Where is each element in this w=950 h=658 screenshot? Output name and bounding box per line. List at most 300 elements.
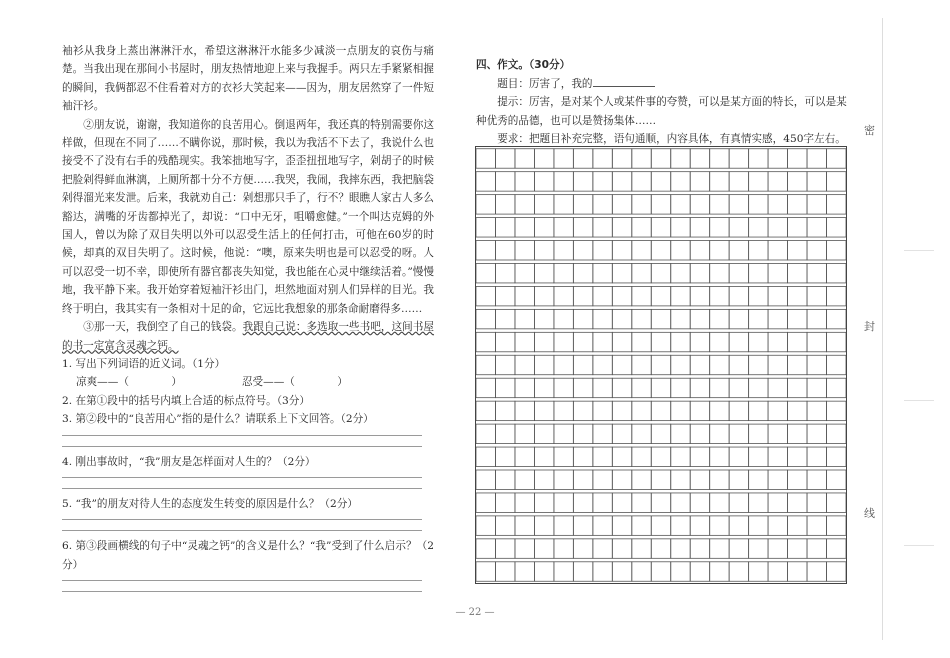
grid-cell[interactable] (515, 149, 534, 168)
grid-cell[interactable] (632, 355, 651, 374)
grid-cell[interactable] (807, 309, 826, 328)
grid-cell[interactable] (515, 309, 534, 328)
grid-cell[interactable] (710, 332, 729, 351)
grid-cell[interactable] (827, 241, 846, 260)
grid-cell[interactable] (515, 562, 534, 581)
grid-cell[interactable] (749, 447, 768, 466)
grid-cell[interactable] (788, 424, 807, 443)
grid-cell[interactable] (729, 493, 748, 512)
grid-cell[interactable] (515, 172, 534, 191)
grid-cell[interactable] (671, 562, 690, 581)
grid-cell[interactable] (632, 539, 651, 558)
grid-cell[interactable] (690, 516, 709, 535)
grid-cell[interactable] (729, 195, 748, 214)
grid-cell[interactable] (807, 378, 826, 397)
grid-cell[interactable] (690, 401, 709, 420)
grid-cell[interactable] (632, 378, 651, 397)
grid-cell[interactable] (612, 172, 631, 191)
grid-cell[interactable] (476, 241, 495, 260)
grid-cell[interactable] (749, 286, 768, 305)
grid-cell[interactable] (573, 263, 592, 282)
grid-cell[interactable] (768, 470, 787, 489)
grid-cell[interactable] (768, 378, 787, 397)
grid-cell[interactable] (515, 286, 534, 305)
grid-cell[interactable] (827, 424, 846, 443)
grid-cell[interactable] (632, 493, 651, 512)
grid-cell[interactable] (476, 195, 495, 214)
grid-cell[interactable] (729, 516, 748, 535)
grid-cell[interactable] (729, 149, 748, 168)
grid-cell[interactable] (788, 309, 807, 328)
grid-cell[interactable] (710, 493, 729, 512)
grid-cell[interactable] (495, 355, 514, 374)
grid-cell[interactable] (671, 355, 690, 374)
grid-cell[interactable] (690, 424, 709, 443)
grid-cell[interactable] (807, 149, 826, 168)
grid-cell[interactable] (495, 493, 514, 512)
grid-cell[interactable] (749, 493, 768, 512)
grid-cell[interactable] (671, 378, 690, 397)
grid-cell[interactable] (632, 195, 651, 214)
grid-cell[interactable] (612, 309, 631, 328)
grid-cell[interactable] (690, 241, 709, 260)
grid-cell[interactable] (515, 516, 534, 535)
grid-cell[interactable] (515, 195, 534, 214)
grid-cell[interactable] (632, 332, 651, 351)
grid-cell[interactable] (788, 149, 807, 168)
grid-cell[interactable] (534, 424, 553, 443)
grid-cell[interactable] (671, 516, 690, 535)
grid-cell[interactable] (827, 172, 846, 191)
grid-cell[interactable] (554, 195, 573, 214)
grid-cell[interactable] (671, 263, 690, 282)
grid-cell[interactable] (749, 424, 768, 443)
grid-cell[interactable] (593, 332, 612, 351)
grid-cell[interactable] (612, 218, 631, 237)
grid-cell[interactable] (807, 355, 826, 374)
grid-cell[interactable] (768, 539, 787, 558)
grid-cell[interactable] (749, 401, 768, 420)
grid-cell[interactable] (515, 378, 534, 397)
grid-cell[interactable] (768, 218, 787, 237)
grid-cell[interactable] (534, 286, 553, 305)
grid-cell[interactable] (593, 355, 612, 374)
answer-line[interactable] (62, 446, 422, 447)
grid-cell[interactable] (768, 241, 787, 260)
grid-cell[interactable] (534, 355, 553, 374)
grid-cell[interactable] (495, 332, 514, 351)
grid-cell[interactable] (534, 401, 553, 420)
grid-cell[interactable] (690, 470, 709, 489)
grid-cell[interactable] (476, 149, 495, 168)
grid-cell[interactable] (729, 172, 748, 191)
grid-cell[interactable] (612, 401, 631, 420)
grid-cell[interactable] (671, 309, 690, 328)
grid-cell[interactable] (690, 309, 709, 328)
grid-cell[interactable] (807, 195, 826, 214)
grid-cell[interactable] (534, 470, 553, 489)
grid-cell[interactable] (593, 401, 612, 420)
grid-cell[interactable] (807, 516, 826, 535)
grid-cell[interactable] (690, 149, 709, 168)
grid-cell[interactable] (495, 149, 514, 168)
grid-cell[interactable] (593, 263, 612, 282)
grid-cell[interactable] (749, 263, 768, 282)
grid-cell[interactable] (768, 401, 787, 420)
grid-cell[interactable] (593, 309, 612, 328)
grid-cell[interactable] (495, 309, 514, 328)
grid-cell[interactable] (729, 424, 748, 443)
grid-cell[interactable] (632, 241, 651, 260)
grid-cell[interactable] (749, 241, 768, 260)
grid-cell[interactable] (651, 218, 670, 237)
grid-cell[interactable] (788, 332, 807, 351)
grid-cell[interactable] (554, 149, 573, 168)
grid-cell[interactable] (495, 195, 514, 214)
grid-cell[interactable] (593, 562, 612, 581)
grid-cell[interactable] (729, 562, 748, 581)
grid-cell[interactable] (671, 241, 690, 260)
grid-cell[interactable] (554, 562, 573, 581)
grid-cell[interactable] (573, 539, 592, 558)
grid-cell[interactable] (651, 562, 670, 581)
grid-cell[interactable] (671, 493, 690, 512)
answer-line[interactable] (62, 488, 422, 489)
grid-cell[interactable] (476, 309, 495, 328)
grid-cell[interactable] (534, 539, 553, 558)
grid-cell[interactable] (788, 539, 807, 558)
grid-cell[interactable] (807, 424, 826, 443)
grid-cell[interactable] (729, 539, 748, 558)
grid-cell[interactable] (495, 516, 514, 535)
grid-cell[interactable] (729, 378, 748, 397)
grid-cell[interactable] (807, 470, 826, 489)
grid-cell[interactable] (554, 516, 573, 535)
grid-cell[interactable] (710, 195, 729, 214)
grid-cell[interactable] (651, 195, 670, 214)
grid-cell[interactable] (749, 378, 768, 397)
grid-cell[interactable] (573, 286, 592, 305)
grid-cell[interactable] (710, 241, 729, 260)
grid-cell[interactable] (534, 332, 553, 351)
grid-cell[interactable] (515, 470, 534, 489)
grid-cell[interactable] (651, 309, 670, 328)
grid-cell[interactable] (476, 378, 495, 397)
grid-cell[interactable] (651, 401, 670, 420)
grid-cell[interactable] (671, 218, 690, 237)
grid-cell[interactable] (495, 562, 514, 581)
grid-cell[interactable] (593, 424, 612, 443)
title-blank[interactable] (593, 76, 655, 87)
answer-line[interactable] (62, 519, 422, 520)
grid-cell[interactable] (749, 195, 768, 214)
grid-cell[interactable] (534, 493, 553, 512)
grid-cell[interactable] (593, 149, 612, 168)
grid-cell[interactable] (476, 516, 495, 535)
grid-cell[interactable] (710, 149, 729, 168)
grid-cell[interactable] (573, 149, 592, 168)
grid-cell[interactable] (827, 332, 846, 351)
grid-cell[interactable] (495, 172, 514, 191)
grid-cell[interactable] (476, 493, 495, 512)
grid-cell[interactable] (729, 355, 748, 374)
grid-cell[interactable] (515, 355, 534, 374)
grid-cell[interactable] (476, 539, 495, 558)
grid-cell[interactable] (515, 401, 534, 420)
grid-cell[interactable] (788, 401, 807, 420)
grid-cell[interactable] (593, 172, 612, 191)
grid-cell[interactable] (632, 309, 651, 328)
grid-cell[interactable] (827, 562, 846, 581)
grid-cell[interactable] (807, 539, 826, 558)
grid-cell[interactable] (651, 493, 670, 512)
grid-cell[interactable] (768, 516, 787, 535)
grid-cell[interactable] (612, 286, 631, 305)
grid-cell[interactable] (476, 355, 495, 374)
grid-cell[interactable] (612, 562, 631, 581)
grid-cell[interactable] (593, 378, 612, 397)
grid-cell[interactable] (495, 424, 514, 443)
grid-cell[interactable] (768, 309, 787, 328)
answer-line[interactable] (62, 477, 422, 478)
grid-cell[interactable] (573, 332, 592, 351)
grid-cell[interactable] (671, 195, 690, 214)
grid-cell[interactable] (827, 286, 846, 305)
grid-cell[interactable] (827, 539, 846, 558)
grid-cell[interactable] (749, 172, 768, 191)
grid-cell[interactable] (807, 562, 826, 581)
grid-cell[interactable] (710, 447, 729, 466)
grid-cell[interactable] (632, 149, 651, 168)
grid-cell[interactable] (534, 447, 553, 466)
grid-cell[interactable] (827, 309, 846, 328)
grid-cell[interactable] (612, 493, 631, 512)
grid-cell[interactable] (632, 172, 651, 191)
grid-cell[interactable] (729, 218, 748, 237)
grid-cell[interactable] (554, 539, 573, 558)
grid-cell[interactable] (710, 263, 729, 282)
grid-cell[interactable] (612, 516, 631, 535)
grid-cell[interactable] (788, 195, 807, 214)
grid-cell[interactable] (768, 195, 787, 214)
grid-cell[interactable] (573, 562, 592, 581)
grid-cell[interactable] (651, 172, 670, 191)
grid-cell[interactable] (827, 447, 846, 466)
grid-cell[interactable] (690, 172, 709, 191)
grid-cell[interactable] (554, 493, 573, 512)
grid-cell[interactable] (573, 195, 592, 214)
grid-cell[interactable] (788, 470, 807, 489)
grid-cell[interactable] (593, 286, 612, 305)
answer-line[interactable] (62, 530, 422, 531)
grid-cell[interactable] (495, 378, 514, 397)
grid-cell[interactable] (710, 516, 729, 535)
grid-cell[interactable] (749, 470, 768, 489)
grid-cell[interactable] (612, 195, 631, 214)
grid-cell[interactable] (671, 447, 690, 466)
grid-cell[interactable] (495, 241, 514, 260)
grid-cell[interactable] (827, 263, 846, 282)
grid-cell[interactable] (534, 378, 553, 397)
grid-cell[interactable] (612, 539, 631, 558)
grid-cell[interactable] (768, 286, 787, 305)
grid-cell[interactable] (534, 516, 553, 535)
grid-cell[interactable] (612, 355, 631, 374)
grid-cell[interactable] (729, 263, 748, 282)
grid-cell[interactable] (788, 378, 807, 397)
grid-cell[interactable] (632, 424, 651, 443)
grid-cell[interactable] (690, 195, 709, 214)
grid-cell[interactable] (827, 195, 846, 214)
grid-cell[interactable] (534, 218, 553, 237)
grid-cell[interactable] (827, 355, 846, 374)
grid-cell[interactable] (573, 493, 592, 512)
grid-cell[interactable] (671, 401, 690, 420)
grid-cell[interactable] (632, 470, 651, 489)
grid-cell[interactable] (476, 286, 495, 305)
grid-cell[interactable] (788, 286, 807, 305)
grid-cell[interactable] (788, 241, 807, 260)
grid-cell[interactable] (593, 539, 612, 558)
grid-cell[interactable] (573, 447, 592, 466)
grid-cell[interactable] (515, 493, 534, 512)
grid-cell[interactable] (807, 401, 826, 420)
grid-cell[interactable] (788, 218, 807, 237)
grid-cell[interactable] (788, 355, 807, 374)
grid-cell[interactable] (573, 172, 592, 191)
grid-cell[interactable] (515, 218, 534, 237)
grid-cell[interactable] (651, 355, 670, 374)
grid-cell[interactable] (690, 263, 709, 282)
synonym-blank-2[interactable]: 忍受——（ ） (241, 376, 348, 389)
grid-cell[interactable] (632, 516, 651, 535)
grid-cell[interactable] (690, 493, 709, 512)
grid-cell[interactable] (768, 149, 787, 168)
grid-cell[interactable] (690, 539, 709, 558)
grid-cell[interactable] (573, 401, 592, 420)
grid-cell[interactable] (710, 355, 729, 374)
grid-cell[interactable] (515, 332, 534, 351)
grid-cell[interactable] (534, 149, 553, 168)
grid-cell[interactable] (515, 241, 534, 260)
grid-cell[interactable] (690, 355, 709, 374)
grid-cell[interactable] (827, 218, 846, 237)
grid-cell[interactable] (554, 309, 573, 328)
grid-cell[interactable] (554, 424, 573, 443)
grid-cell[interactable] (807, 332, 826, 351)
grid-cell[interactable] (573, 424, 592, 443)
grid-cell[interactable] (593, 195, 612, 214)
grid-cell[interactable] (593, 447, 612, 466)
grid-cell[interactable] (671, 332, 690, 351)
grid-cell[interactable] (612, 332, 631, 351)
grid-cell[interactable] (495, 286, 514, 305)
grid-cell[interactable] (554, 172, 573, 191)
grid-cell[interactable] (612, 378, 631, 397)
grid-cell[interactable] (729, 470, 748, 489)
grid-cell[interactable] (768, 332, 787, 351)
grid-cell[interactable] (710, 172, 729, 191)
grid-cell[interactable] (476, 447, 495, 466)
grid-cell[interactable] (534, 309, 553, 328)
grid-cell[interactable] (729, 447, 748, 466)
grid-cell[interactable] (573, 355, 592, 374)
grid-cell[interactable] (690, 332, 709, 351)
grid-cell[interactable] (612, 470, 631, 489)
grid-cell[interactable] (651, 470, 670, 489)
grid-cell[interactable] (651, 378, 670, 397)
grid-cell[interactable] (671, 286, 690, 305)
grid-cell[interactable] (495, 401, 514, 420)
grid-cell[interactable] (827, 470, 846, 489)
grid-cell[interactable] (710, 218, 729, 237)
grid-cell[interactable] (710, 424, 729, 443)
grid-cell[interactable] (768, 447, 787, 466)
grid-cell[interactable] (807, 286, 826, 305)
grid-cell[interactable] (710, 309, 729, 328)
grid-cell[interactable] (593, 218, 612, 237)
grid-cell[interactable] (651, 149, 670, 168)
grid-cell[interactable] (554, 286, 573, 305)
answer-line[interactable] (62, 435, 422, 436)
grid-cell[interactable] (710, 378, 729, 397)
grid-cell[interactable] (768, 172, 787, 191)
grid-cell[interactable] (768, 355, 787, 374)
grid-cell[interactable] (807, 172, 826, 191)
grid-cell[interactable] (768, 263, 787, 282)
grid-cell[interactable] (476, 562, 495, 581)
grid-cell[interactable] (495, 263, 514, 282)
grid-cell[interactable] (515, 447, 534, 466)
grid-cell[interactable] (729, 286, 748, 305)
grid-cell[interactable] (612, 424, 631, 443)
grid-cell[interactable] (651, 332, 670, 351)
grid-cell[interactable] (788, 447, 807, 466)
grid-cell[interactable] (534, 263, 553, 282)
grid-cell[interactable] (729, 309, 748, 328)
grid-cell[interactable] (612, 149, 631, 168)
grid-cell[interactable] (651, 263, 670, 282)
grid-cell[interactable] (476, 218, 495, 237)
grid-cell[interactable] (671, 539, 690, 558)
grid-cell[interactable] (690, 562, 709, 581)
grid-cell[interactable] (749, 309, 768, 328)
grid-cell[interactable] (690, 447, 709, 466)
grid-cell[interactable] (554, 401, 573, 420)
grid-cell[interactable] (710, 286, 729, 305)
grid-cell[interactable] (788, 493, 807, 512)
grid-cell[interactable] (651, 539, 670, 558)
grid-cell[interactable] (768, 562, 787, 581)
grid-cell[interactable] (807, 241, 826, 260)
grid-cell[interactable] (632, 447, 651, 466)
grid-cell[interactable] (749, 355, 768, 374)
synonym-blank-1[interactable]: 凉爽——（ ） (76, 376, 182, 389)
grid-cell[interactable] (534, 195, 553, 214)
grid-cell[interactable] (710, 562, 729, 581)
grid-cell[interactable] (515, 263, 534, 282)
grid-cell[interactable] (573, 218, 592, 237)
grid-cell[interactable] (495, 539, 514, 558)
writing-grid[interactable] (475, 146, 847, 584)
grid-cell[interactable] (651, 241, 670, 260)
grid-cell[interactable] (651, 424, 670, 443)
grid-cell[interactable] (573, 470, 592, 489)
grid-cell[interactable] (788, 562, 807, 581)
grid-cell[interactable] (632, 562, 651, 581)
grid-cell[interactable] (476, 470, 495, 489)
grid-cell[interactable] (515, 424, 534, 443)
